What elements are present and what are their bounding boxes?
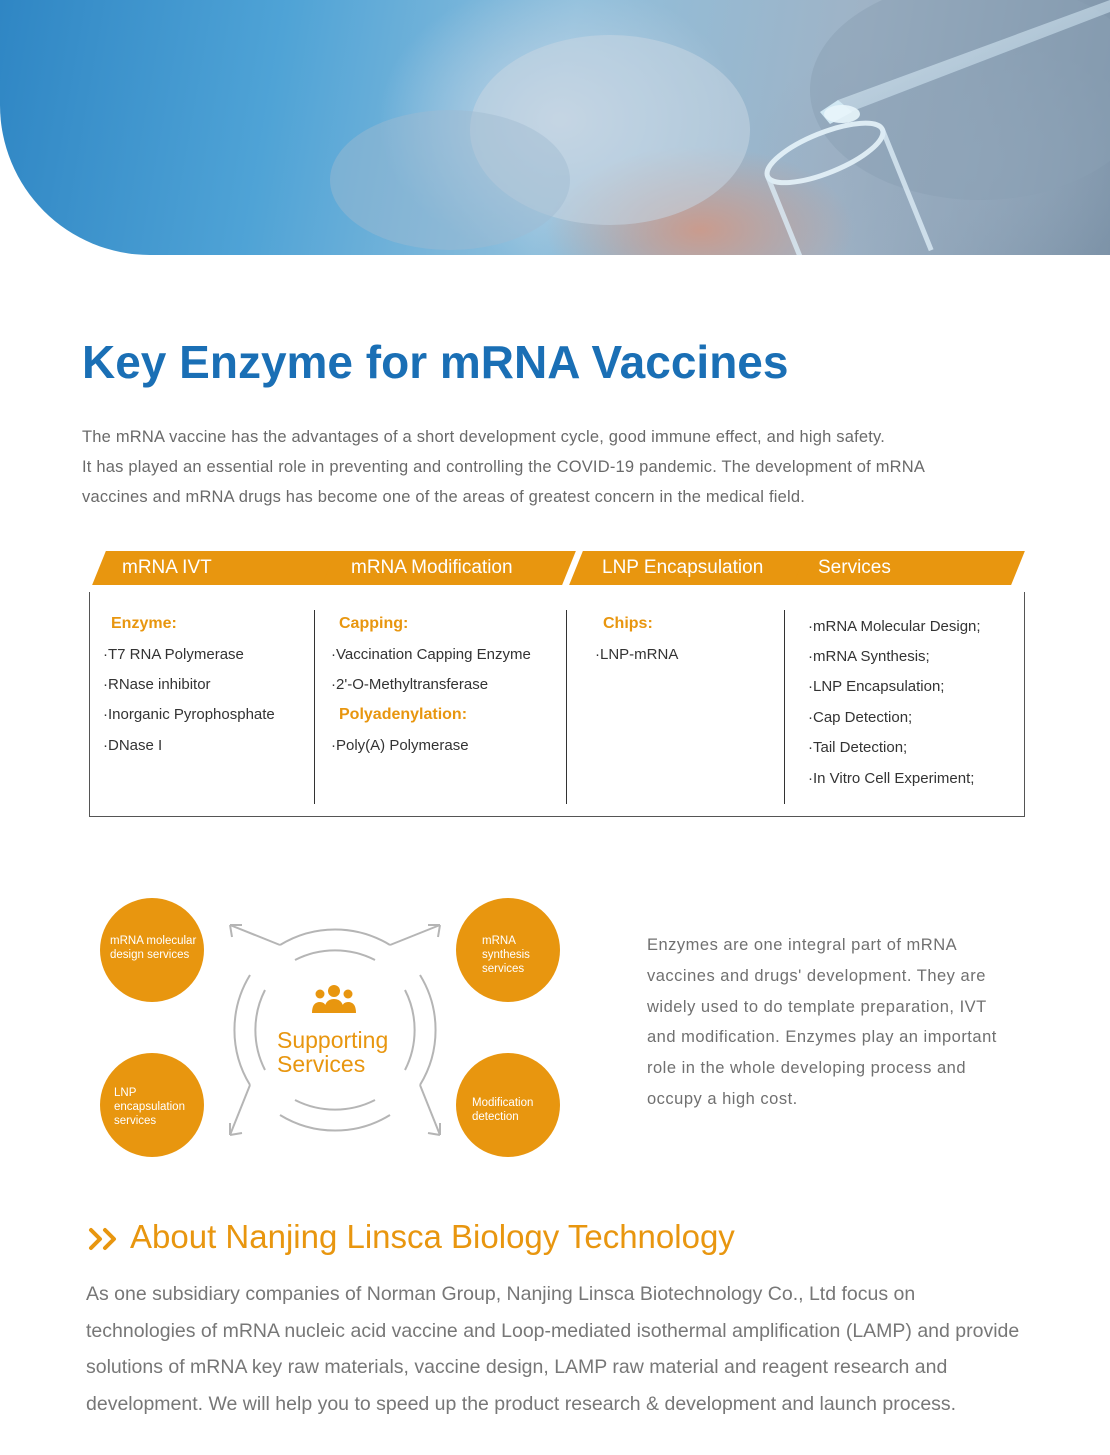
list-item: ·Inorganic Pyrophosphate [103,706,275,723]
list-item: ·T7 RNA Polymerase [103,646,244,663]
chips-heading: Chips: [603,615,653,632]
tab-services: Services [818,557,891,578]
tab-lnp-encapsulation: LNP Encapsulation [602,557,764,578]
column-divider [566,610,567,804]
tab-mrna-modification: mRNA Modification [351,557,513,578]
about-paragraph: As one subsidiary companies of Norman Group, Nanjing Linsca Biotechnology Co., Ltd focus on technologies of mRNA nucleic acid vaccine and Loop-mediated isothermal amplification (LAMP) and provide solutions of mRNA key raw materials, vaccine design, LAMP raw material and reagent research and development. We will help you to speed up the product research & development and launch process. [86,1283,1020,1415]
polyadenylation-heading: Polyadenylation: [339,706,468,723]
list-item: ·DNase I [103,737,163,754]
intro-line: vaccines and mRNA drugs has become one of the areas of greatest concern in the medical field. [82,488,805,506]
list-item: ·2'-O-Methyltransferase [331,676,489,693]
list-item: ·Poly(A) Polymerase [331,737,469,754]
circle-label: mRNA synthesis services [482,935,530,975]
circle-label: mRNA molecular design services [110,935,197,961]
circle-mrna-synthesis [456,898,560,1002]
list-item: ·In Vitro Cell Experiment; [808,770,975,787]
circle-mrna-molecular-design [100,898,204,1002]
list-item: ·mRNA Molecular Design; [808,618,981,635]
list-item: ·Tail Detection; [808,739,908,756]
intro-line: The mRNA vaccine has the advantages of a short development cycle, good immune effect, and high safety. [82,428,886,446]
list-item: ·LNP Encapsulation; [808,678,945,695]
list-item: ·mRNA Synthesis; [808,648,930,665]
hero-banner [0,0,1110,255]
list-item: ·RNase inhibitor [103,676,211,693]
column-divider [784,610,785,804]
about-title: About Nanjing Linsca Biology Technology [130,1218,735,1255]
circle-label: LNP encapsulation services [114,1087,185,1127]
list-item: ·Cap Detection; [808,709,913,726]
intro-paragraph [82,422,1042,512]
circle-modification-detection [456,1053,560,1157]
tab-mrna-ivt: mRNA IVT [122,557,212,578]
people-group-icon [311,983,357,1017]
column-divider [314,610,315,804]
intro-line: It has played an essential role in preventing and controlling the COVID-19 pandemic. The development of mRNA [82,458,926,476]
capping-heading: Capping: [339,615,409,632]
lab-pipette-illustration [0,0,1110,255]
circle-lnp-encapsulation [100,1053,204,1157]
enzyme-heading: Enzyme: [111,615,177,632]
list-item: ·LNP-mRNA [595,646,679,663]
page-title: Key Enzyme for mRNA Vaccines [82,336,789,388]
enzymes-description: Enzymes are one integral part of mRNA vaccines and drugs' development. They are widely used to do template preparation, IVT and modification. Enzymes play an important role in the whole developing process and occupy a high cost. [647,936,997,1108]
circle-label: Modification detection [472,1097,534,1123]
list-item: ·Vaccination Capping Enzyme [331,646,531,663]
double-chevron-icon [88,1226,122,1252]
supporting-services-label: Supporting Services [277,1027,389,1077]
